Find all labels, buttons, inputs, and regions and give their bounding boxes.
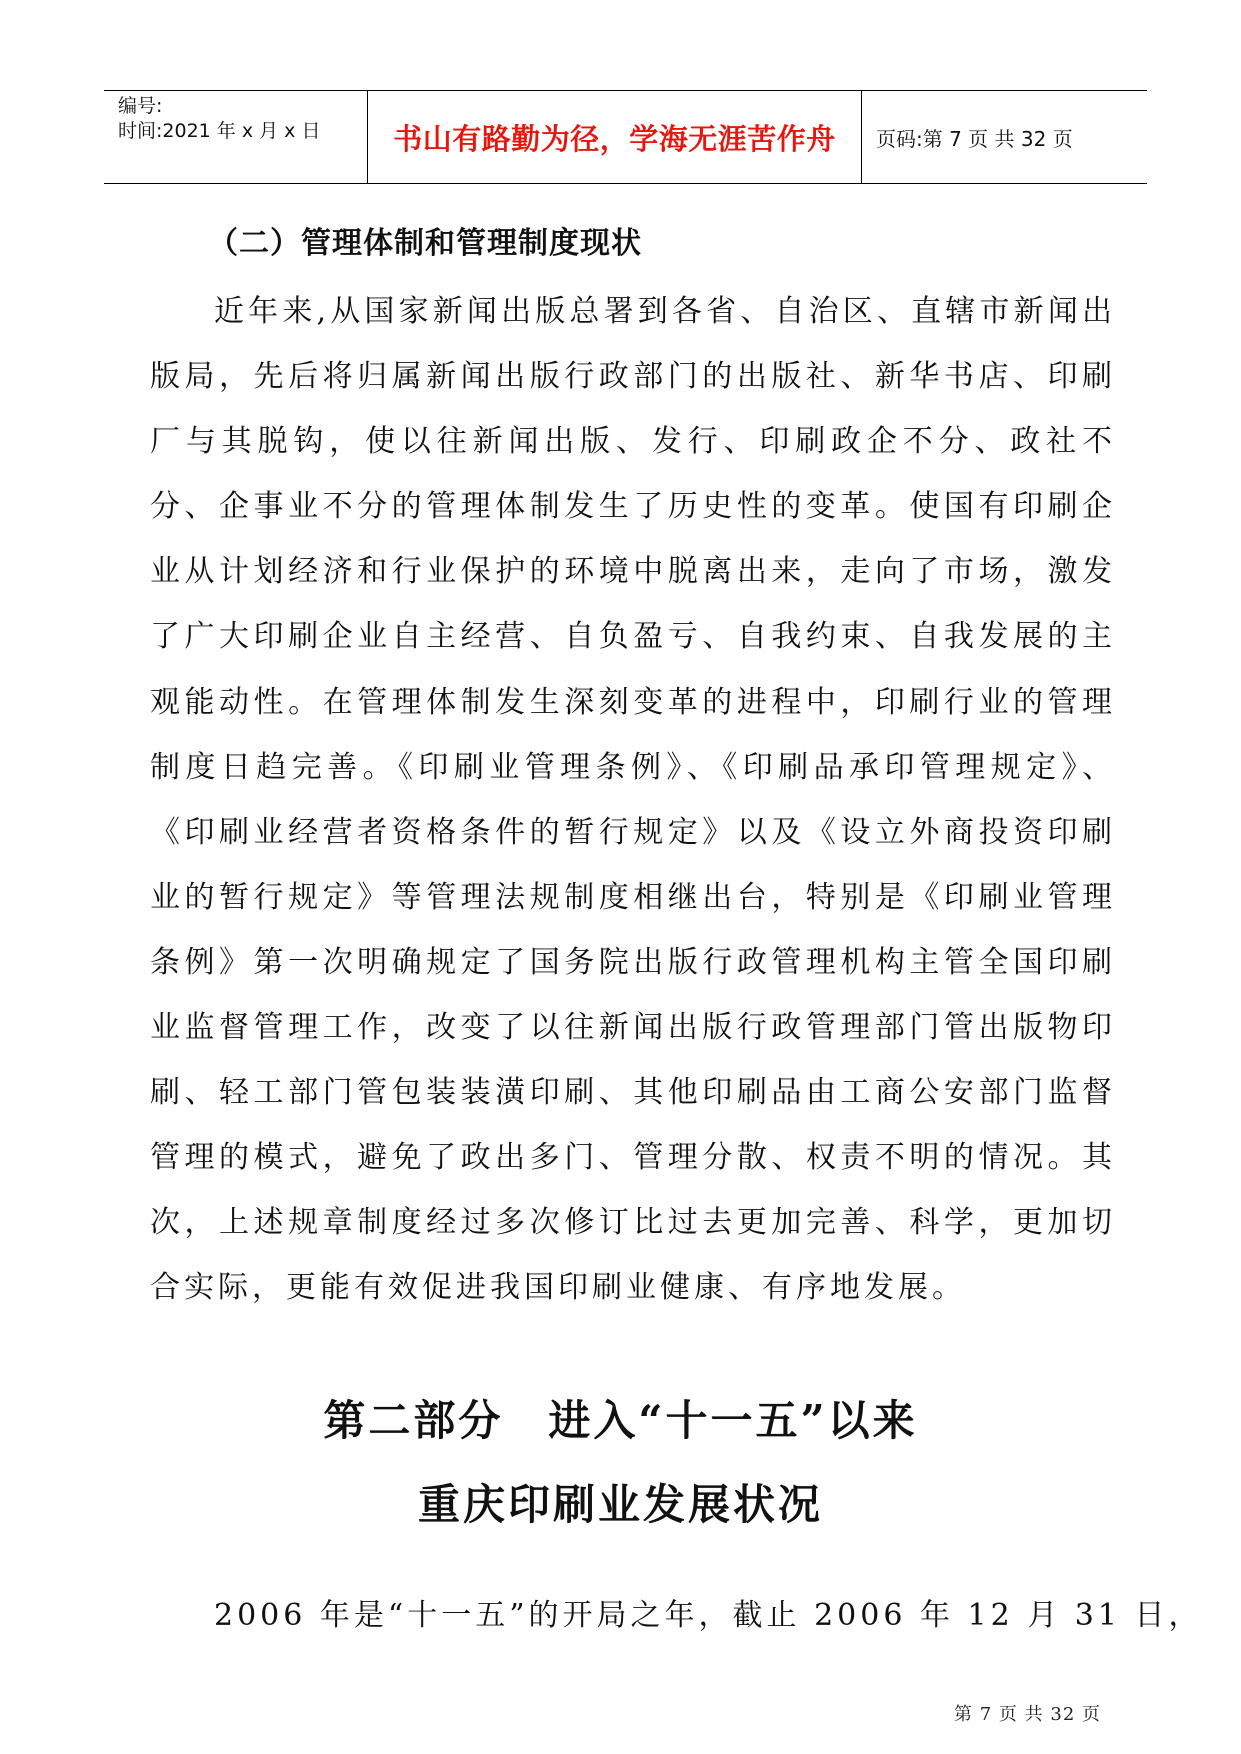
- part-title-line2: 重庆印刷业发展状况: [417, 1480, 823, 1529]
- document-time-label: 时间:2021 年 x 月 x 日: [118, 120, 321, 142]
- section-heading: （二）管理体制和管理制度现状: [208, 226, 642, 261]
- page-footer: 第 7 页 共 32 页: [954, 1704, 1101, 1725]
- header-motto: 书山有路勤为径，学海无涯苦作舟: [393, 121, 836, 156]
- document-header: [104, 90, 1147, 184]
- part-title-line1: 第二部分 进入“十一五”以来: [323, 1396, 918, 1445]
- header-page-cell: [862, 91, 1147, 183]
- document-number-label: 编号:: [118, 95, 163, 117]
- header-meta-cell: [104, 91, 368, 183]
- header-motto-cell: [368, 91, 862, 183]
- header-page-label: 页码:第 7 页 共 32 页: [876, 126, 1073, 151]
- part-paragraph: 2006 年是“十一五”的开局之年，截止 2006 年 12 月 31 日，: [214, 1598, 1203, 1633]
- body-paragraph: 近年来,从国家新闻出版总署到各省、自治区、直辖市新闻出版局，先后将归属新闻出版行政部门的出版社、新华书店、印刷厂与其脱钩，使以往新闻出版、发行、印刷政企不分、政社不分、企事业不分的管理体制发生了历史性的变革。使国有印刷企业从计划经济和行业保护的环境中脱离出来，走向了市场，激发了广大印刷企业自主经营、自负盈亏、自我约束、自我发展的主观能动性。在管理体制发生深刻变革的进程中，印刷行业的管理制度日趋完善。《印刷业管理条例》、《印刷品承印管理规定》、《印刷业经营者资格条件的暂行规定》以及《设立外商投资印刷业的暂行规定》等管理法规制度相继出台，特别是《印刷业管理条例》第一次明确规定了国务院出版行政管理机构主管全国印刷业监督管理工作，改变了以往新闻出版行政管理部门管出版物印刷、轻工部门管包装装潢印刷、其他印刷品由工商公安部门监督管理的模式，避免了政出多门、管理分散、权责不明的情况。其次，上述规章制度经过多次修订比过去更加完善、科学，更加切合实际，更能有效促进我国印刷业健康、有序地发展。: [150, 294, 1116, 1306]
